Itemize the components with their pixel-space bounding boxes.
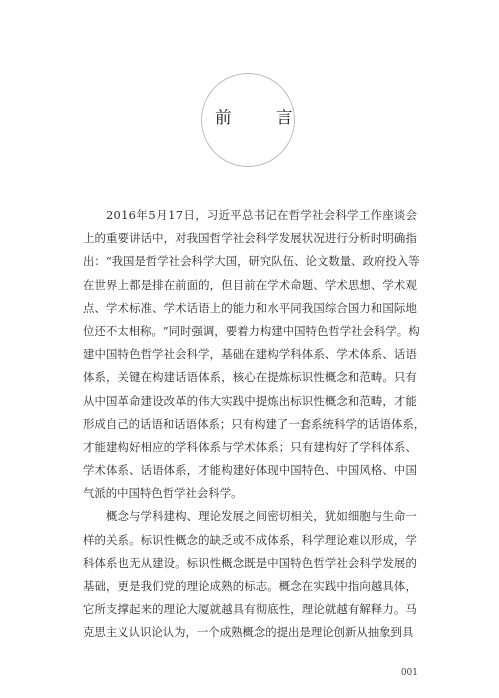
text-line: 才 能 建 构 好 相 应 的 学 科 体 系 与 学 术 体 系 ； 只 有 建 构 好 了 学 科 体 系 、 — [83, 439, 417, 454]
text-line: 建 中 国 特 色 哲 学 社 会 科 学 ， 基 础 在 建 构 学 科 体 系 、 学 术 体 系 、 话 语 — [83, 347, 417, 362]
text-line: 气派的中国特色哲学社会科学。 — [83, 486, 243, 501]
text-line: 科 体 系 也 无 从 建 设 。 标 识 性 概 念 既 是 中 国 特 色 哲 学 社 会 科 学 发 展 的 — [83, 555, 417, 570]
text-line: 在 世 界 上 都 是 排 在 前 面 的 ， 但 目 前 在 学 术 命 题 、 学 术 思 想 、 学 术 观 — [83, 277, 417, 292]
text-line: 出 ： “ 我 国 是 哲 学 社 会 科 学 大 国 ， 研 究 队 伍 、 论 文 数 量 、 政 府 投 入 等 — [83, 254, 420, 269]
text-line: 从 中 国 革 命 建 设 改 革 的 伟 大 实 践 中 提 炼 出 标 识 性 概 念 和 范 畴 ， 才 能 — [83, 393, 417, 408]
text-line: 样 的 关 系 。 标 识 性 概 念 的 缺 乏 或 不 成 体 系 ， 科 学 理 论 难 以 形 成 ， 学 — [83, 532, 417, 547]
text-line: 上 的 重 要 讲 话 中 ， 对 我 国 哲 学 社 会 科 学 发 展 状 况 进 行 分 析 时 明 确 指 — [83, 231, 417, 246]
text-line: 概 念 与 学 科 建 构 、 理 论 发 展 之 间 密 切 相 关 ， 犹 如 细 胞 与 生 命 一 — [106, 509, 417, 524]
text-line: 位 还 不 太 相 称 。 ” 同 时 强 调 ， 要 着 力 构 建 中 国 特 色 哲 学 社 会 科 学 。 构 — [83, 323, 420, 338]
text-line: 学 术 体 系 、 话 语 体 系 ， 才 能 构 建 好 体 现 中 国 特 色 、 中 国 风 格 、 中 国 — [83, 463, 417, 478]
text-line: 2 0 1 6 年 5 月 1 7 日 ， 习 近 平 总 书 记 在 哲 学 社 会 科 学 工 作 座 谈 会 — [106, 208, 417, 222]
text-line: 点 、 学 术 标 准 、 学 术 话 语 上 的 能 力 和 水 平 同 我 国 综 合 国 力 和 国 际 地 — [83, 300, 417, 315]
paragraph — [83, 204, 426, 505]
body-text — [83, 204, 426, 645]
text-line: 体 系 ， 关 键 在 构 建 话 语 体 系 ， 核 心 在 提 炼 标 识 性 概 念 和 范 畴 。 只 有 — [83, 370, 417, 385]
text-line: 形 成 自 己 的 话 语 和 话 语 体 系 ； 只 有 构 建 了 一 套 系 统 科 学 的 话 语 体 系 ， — [83, 416, 426, 431]
text-line: 克思主义认识论认为，一个成熟概念的提出是理论创新从抽象到具 — [83, 625, 414, 640]
text-line: 基 础 ， 更 是 我 们 党 的 理 论 成 熟 的 标 志 。 概 念 在 实 践 中 指 向 越 具 体 ， — [83, 579, 417, 593]
page-number: 001 — [400, 668, 418, 678]
page-title: 前 言 — [215, 108, 307, 127]
text-line: 它 所 支 撑 起 来 的 理 论 大 厦 就 越 具 有 彻 底 性 ， 理 论 就 越 有 解 释 力 。 马 — [83, 602, 417, 617]
paragraph — [83, 505, 417, 644]
